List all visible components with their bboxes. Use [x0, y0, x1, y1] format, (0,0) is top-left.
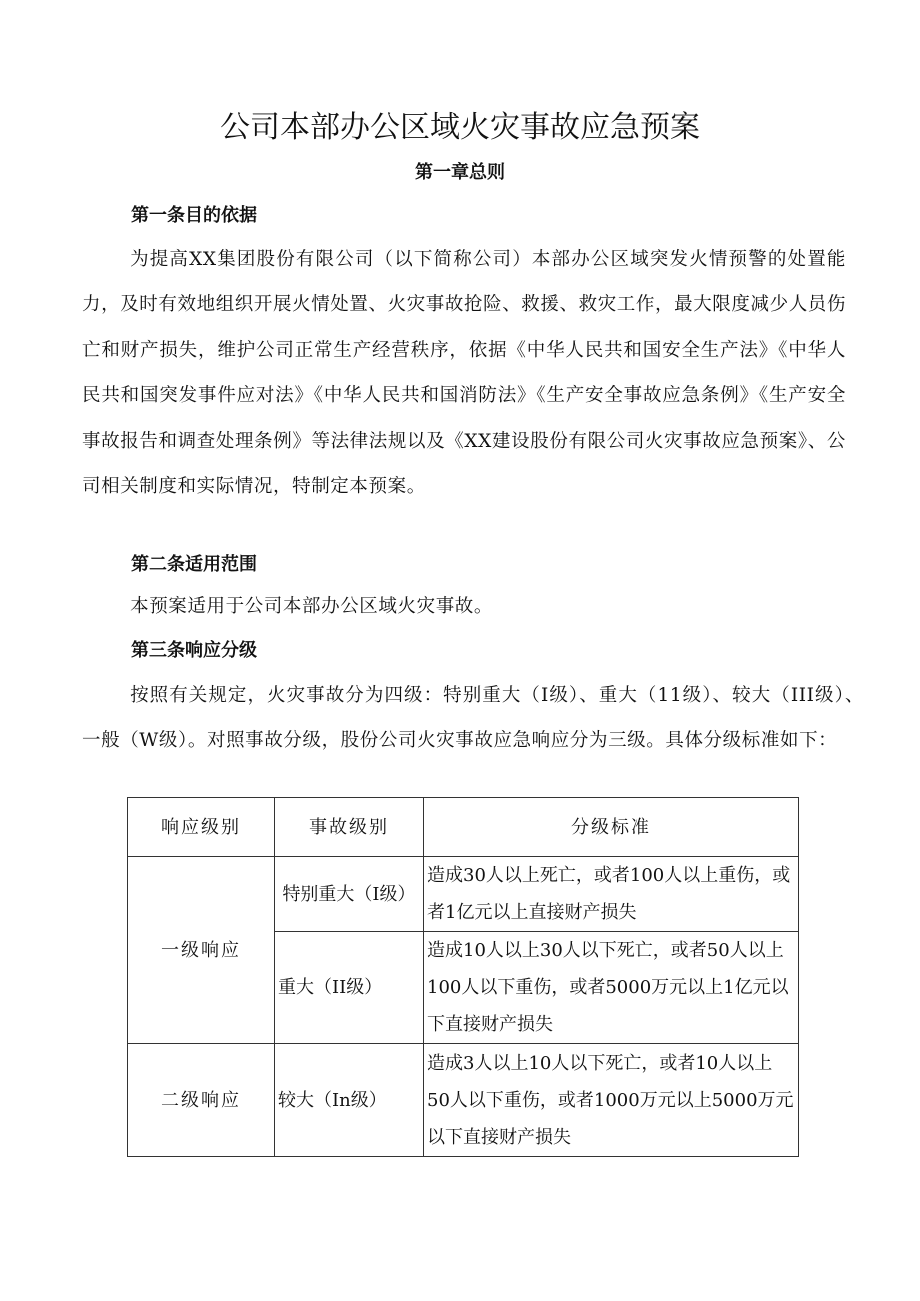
table-header-row: [128, 798, 799, 857]
article-1-heading: 第一条目的依据: [131, 205, 257, 226]
response-level-cell: 一级响应: [128, 857, 275, 1044]
document-title: 公司本部办公区域火灾事故应急预案: [220, 110, 700, 145]
article-3-body: 按照有关规定，火灾事故分为四级：特别重大（I级）、重大（11级）、较大（III级）、一般（W级）。对照事故分级，股份公司火灾事故应急响应分为三级。具体分级标准如下：: [82, 685, 864, 752]
accident-level-cell: 较大（In级）: [275, 1044, 424, 1157]
grade-table: [127, 797, 799, 1157]
article-2-body: 本预案适用于公司本部办公区域火灾事故。: [130, 596, 493, 617]
response-level-cell: 二级响应: [128, 1044, 275, 1157]
header-accident-level: 事故级别: [275, 798, 424, 857]
table-row: [128, 857, 799, 932]
grading-standard-cell: 造成3人以上10人以下死亡，或者10人以上50人以下重伤，或者1000万元以上5000万元以下直接财产损失: [424, 1044, 799, 1157]
accident-level-cell: 重大（II级）: [275, 932, 424, 1044]
header-response-level: 响应级别: [128, 798, 275, 857]
article-2-heading: 第二条适用范围: [131, 554, 257, 575]
article-3-heading: 第三条响应分级: [131, 640, 257, 661]
grading-standard-cell: 造成10人以上30人以下死亡，或者50人以上100人以下重伤，或者5000万元以上1亿元以下直接财产损失: [424, 932, 799, 1044]
accident-level-cell: 特别重大（I级）: [275, 857, 424, 932]
header-grading-standard: 分级标准: [424, 798, 799, 857]
grading-standard-cell: 造成30人以上死亡，或者100人以上重伤，或者1亿元以上直接财产损失: [424, 857, 799, 932]
table-row: [128, 1044, 799, 1157]
article-1-body: 为提高XX集团股份有限公司（以下简称公司）本部办公区域突发火情预警的处置能力，及时有效地组织开展火情处置、火灾事故抢险、救援、救灾工作，最大限度减少人员伤亡和财产损失，维护公司正常生产经营秩序，依据《中华人民共和国安全生产法》《中华人民共和国突发事件应对法》《中华人民共和国消防法》《生产安全事故应急条例》《生产安全事故报告和调查处理条例》等法律法规以及《XX建设股份有限公司火灾事故应急预案》、公司相关制度和实际情况，特制定本预案。: [82, 249, 847, 498]
chapter-title: 第一章总则: [415, 162, 505, 183]
